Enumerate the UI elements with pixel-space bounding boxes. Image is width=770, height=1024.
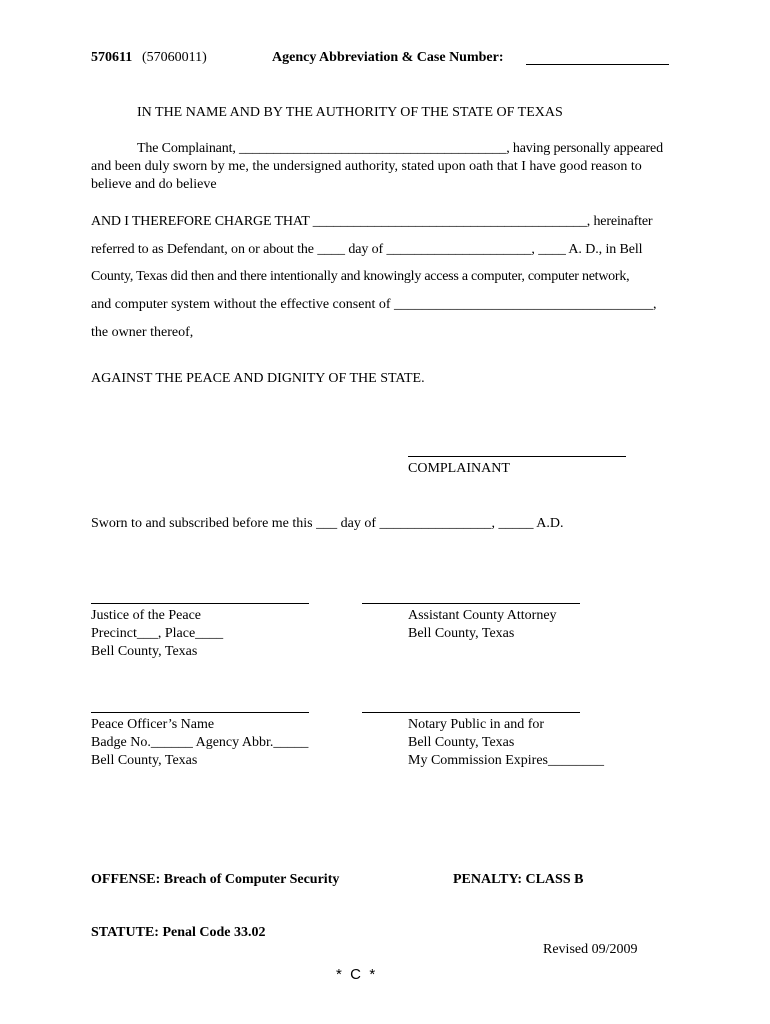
penalty-label: PENALTY: CLASS B	[453, 872, 584, 887]
officer-county: Bell County, Texas	[91, 753, 198, 768]
jp-precinct: Precinct___, Place____	[91, 626, 224, 641]
notary-county: Bell County, Texas	[408, 735, 515, 750]
against-statement: AGAINST THE PEACE AND DIGNITY OF THE STATE.	[91, 371, 425, 386]
sworn-statement: Sworn to and subscribed before me this ___ day of ________________, _____ A.D.	[91, 516, 564, 531]
case-number-blank[interactable]	[526, 64, 669, 65]
jp-signature-line[interactable]	[91, 603, 309, 604]
notary-commission: My Commission Expires________	[408, 753, 605, 768]
charge-line-3: County, Texas did then and there intentionally and knowingly access a computer, computer network,	[91, 269, 630, 284]
charge-line-2: referred to as Defendant, on or about the ____ day of _____________________, ____ A. D., in Bell	[91, 242, 643, 257]
complainant-signature-line[interactable]	[408, 456, 626, 457]
intro-line-3: believe and do believe	[91, 177, 217, 192]
jp-county: Bell County, Texas	[91, 644, 198, 659]
case-number-label: Agency Abbreviation & Case Number:	[272, 50, 504, 65]
jp-title: Justice of the Peace	[91, 608, 202, 623]
statute-label: STATUTE: Penal Code 33.02	[91, 925, 266, 940]
intro-line-2: and been duly sworn by me, the undersigned authority, stated upon oath that I have good reason to	[91, 159, 642, 174]
charge-line-1: AND I THEREFORE CHARGE THAT ________________________________________, hereinafter	[91, 214, 653, 229]
officer-signature-line[interactable]	[91, 712, 309, 713]
notary-title: Notary Public in and for	[408, 717, 545, 732]
intro-line-1: The Complainant, _______________________________________, having personally appeared	[137, 141, 663, 156]
aca-county: Bell County, Texas	[408, 626, 515, 641]
revised-date: Revised 09/2009	[543, 942, 638, 957]
complainant-label: COMPLAINANT	[408, 461, 510, 476]
page-title: IN THE NAME AND BY THE AUTHORITY OF THE STATE OF TEXAS	[137, 105, 563, 120]
form-code: (57060011)	[142, 50, 207, 65]
footer-mark: * C *	[336, 966, 376, 983]
aca-title: Assistant County Attorney	[408, 608, 557, 623]
officer-name: Peace Officer’s Name	[91, 717, 215, 732]
aca-signature-line[interactable]	[362, 603, 580, 604]
form-number: 570611	[91, 50, 133, 65]
notary-signature-line[interactable]	[362, 712, 580, 713]
offense-label: OFFENSE: Breach of Computer Security	[91, 872, 340, 887]
charge-line-4: and computer system without the effective consent of _____________________________________,	[91, 297, 657, 312]
officer-badge: Badge No.______ Agency Abbr._____	[91, 735, 309, 750]
charge-line-5: the owner thereof,	[91, 325, 194, 340]
